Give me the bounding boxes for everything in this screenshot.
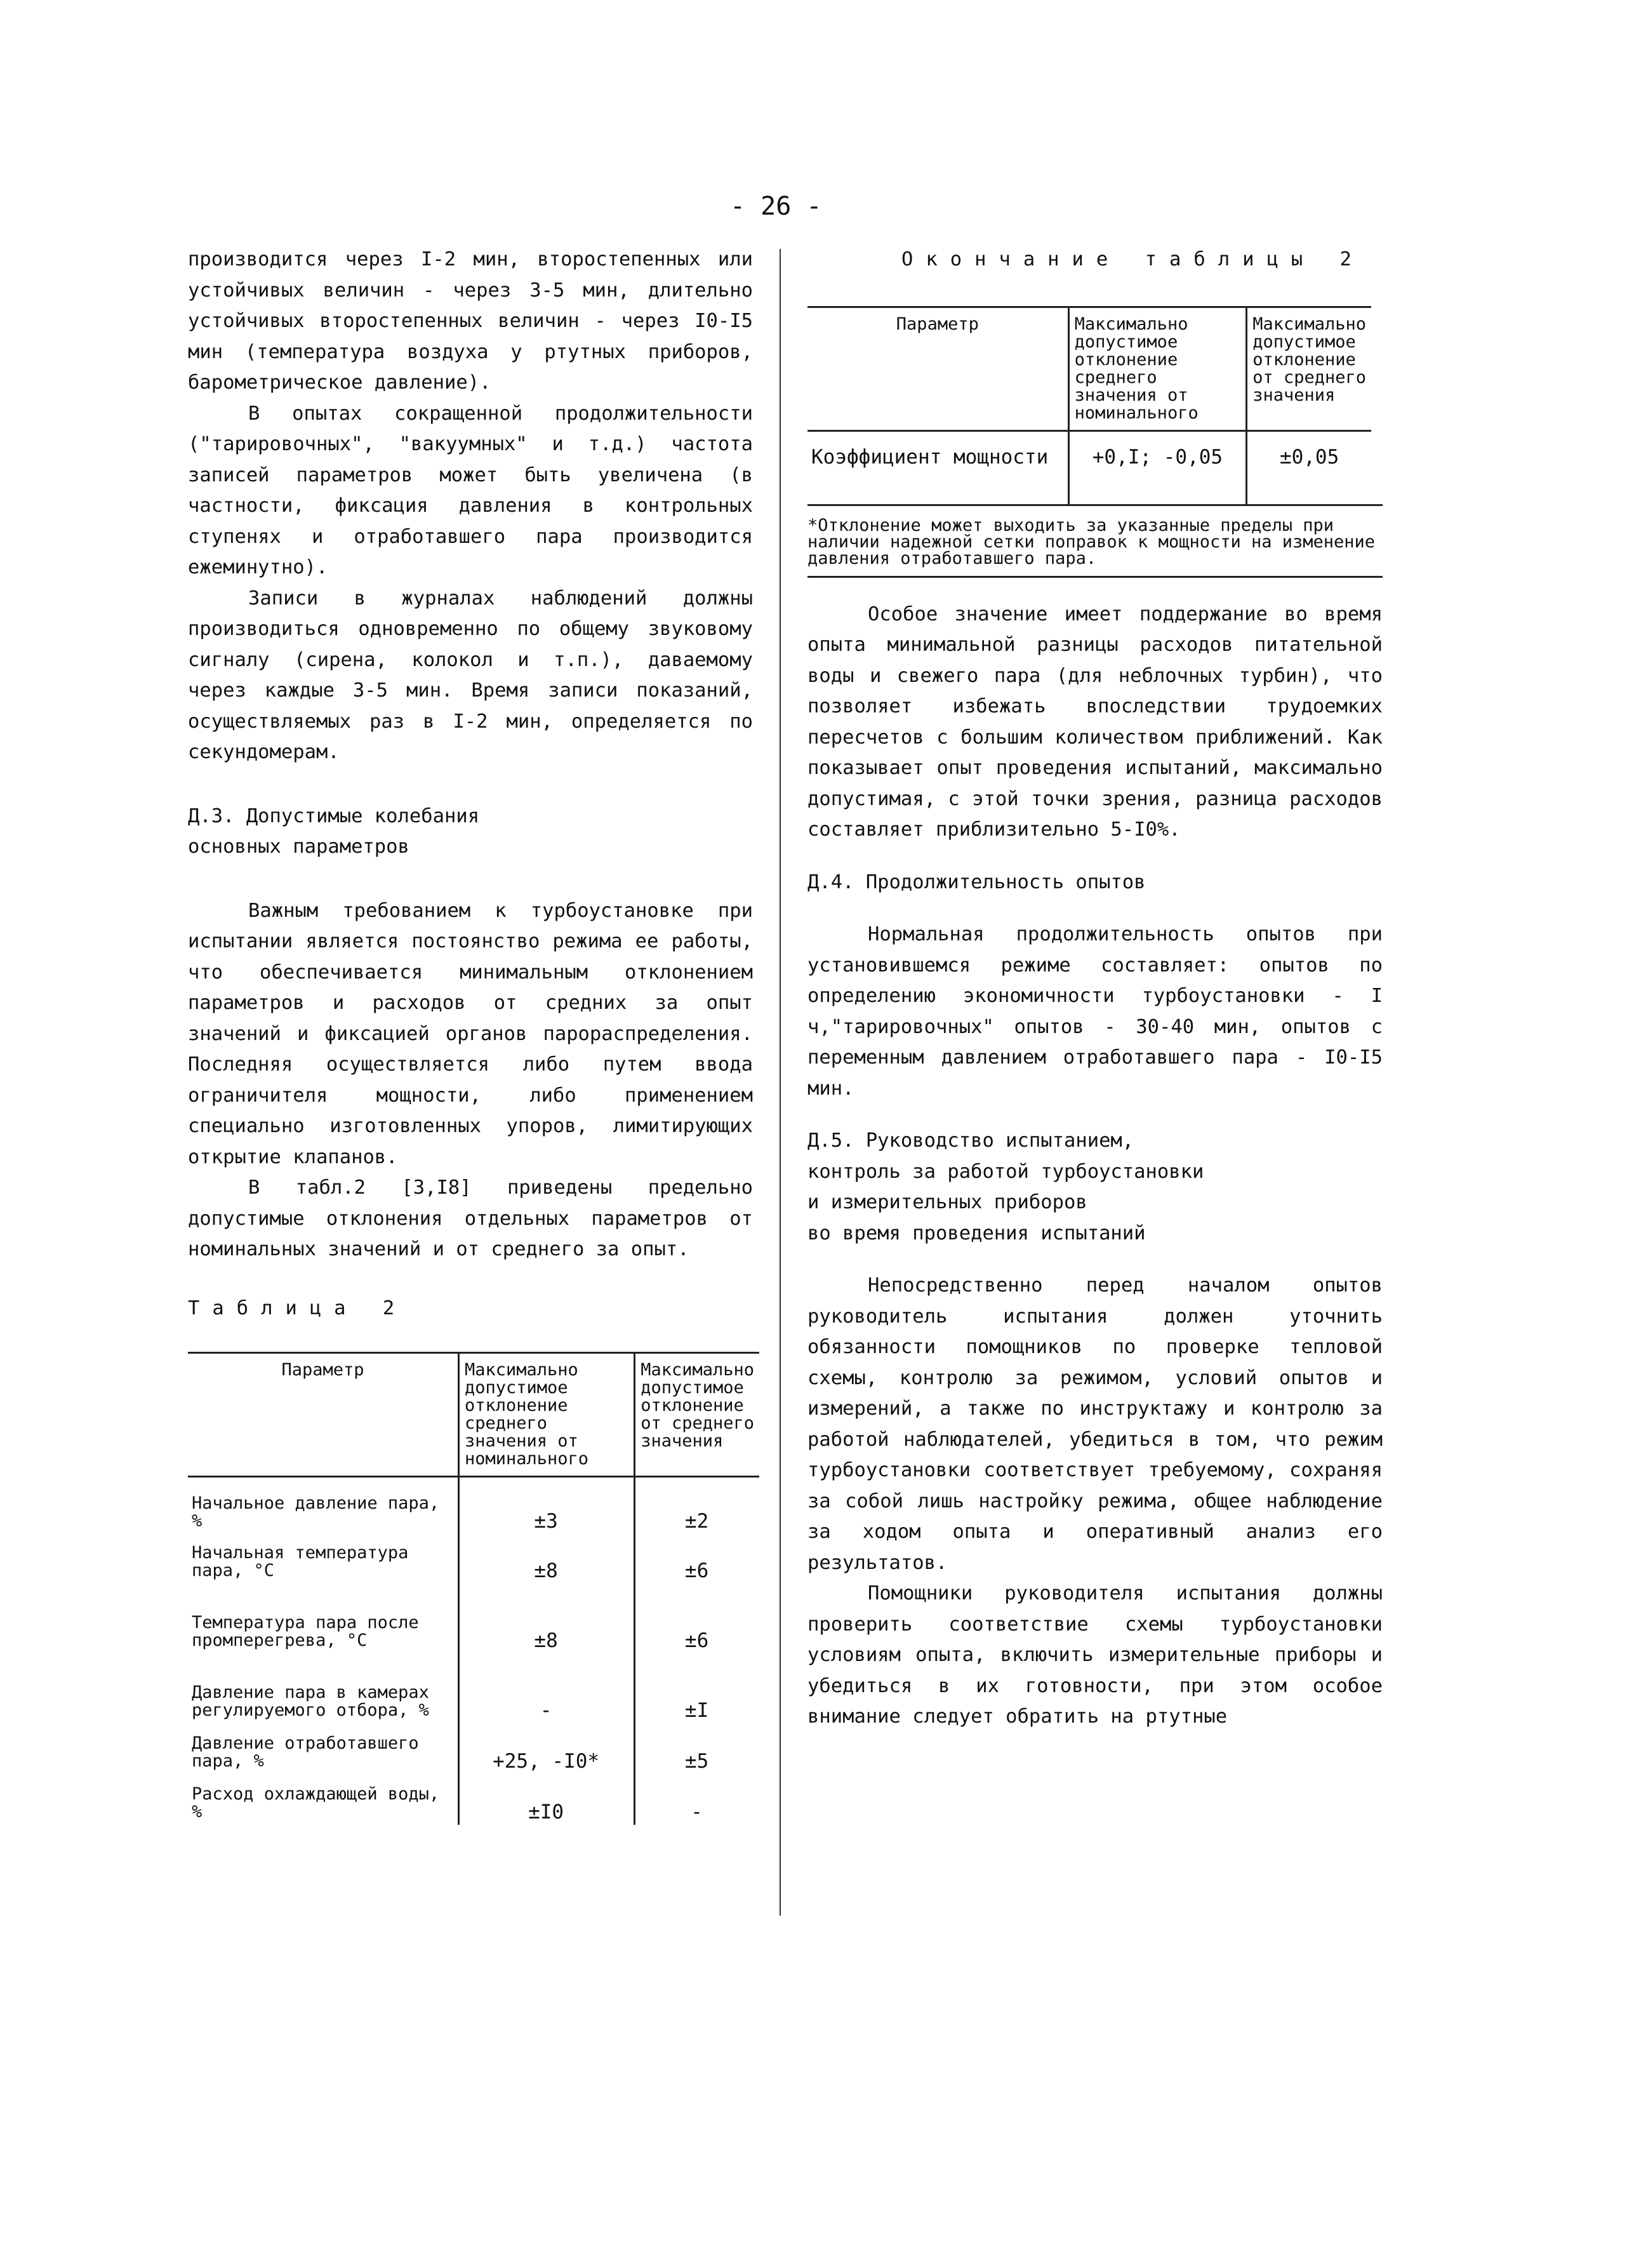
table-caption: Таблица 2 bbox=[188, 1297, 408, 1319]
table-row: Расход охлаждающей воды, % ±I0 - bbox=[188, 1774, 759, 1825]
table-row: Температура пара после промперегрева, °C ±8 ±6 bbox=[188, 1584, 759, 1653]
table-row: Давление отработавшего пара, % +25, -I0* ±5 bbox=[188, 1723, 759, 1774]
paragraph: Записи в журналах наблюдений должны производиться одновременно по общему звуковому сигналу (сирена, колокол и т.п.), даваемому через каждые 3-5 мин. Время записи показаний, осуществляемых раз в I-2 мин, определяется по секундомерам. bbox=[188, 587, 753, 763]
table-row: Коэффициент мощности +0,I; -0,05 ±0,05 bbox=[807, 430, 1371, 504]
table-header-param: Параметр bbox=[896, 314, 979, 334]
paragraph: Важным требованием к турбоустановке при испытании является постоянство режима ее работы, что обеспечивается минимальным отклонением параметров и расходов от средних за опыт значений и фиксацией органов парораспределения. Последняя осуществляется либо путем ввода ограничителя мощности, либо применением специально изготовленных упоров, лимитирующих открытие клапанов. bbox=[188, 899, 753, 1168]
table-row: Давление пара в камерах регулируемого отбора, % - ±I bbox=[188, 1653, 759, 1723]
paragraph: Непосредственно перед началом опытов руководитель испытания должен уточнить обязанности помощников по проверке тепловой схемы, контролю за режимом, условий опытов и измерений, а также по инструктажу и контролю за работой наблюдателей, убедиться в том, что режим турбоустановки соответствует требуемому, сохраняя за собой лишь настройку режима, общее наблюдение за ходом опыта и оперативный анализ его результатов. bbox=[807, 1274, 1383, 1574]
column-divider bbox=[780, 249, 781, 1916]
section-heading-d3: Д.3. Допустимые колебания основных параметров bbox=[188, 804, 480, 858]
parameters-table bbox=[188, 1352, 759, 1825]
paragraph: Нормальная продолжительность опытов при установившемся режиме составляет: опытов по определению экономичности турбоустановки - I ч,"тарировочных" опытов - 30-40 мин, опытов с переменным давлением отработавшего пара - I0-I5 мин. bbox=[807, 923, 1383, 1100]
table-header-param: Параметр bbox=[281, 1360, 364, 1380]
table-caption-continued: Окончание таблицы 2 bbox=[901, 248, 1364, 270]
page-number: - 26 - bbox=[730, 192, 822, 221]
paragraph: В опытах сокращенной продолжительности ("тарировочных", "вакуумных" и т.д.) частота записей параметров может быть увеличена (в частности, фиксация давления в контрольных ступенях и отработавшего пара производится ежеминутно). bbox=[188, 402, 753, 578]
right-column bbox=[807, 244, 1383, 1733]
paragraph: производится через I-2 мин, второстепенных или устойчивых величин - через 3-5 мин, длительно устойчивых второстепенных величин - через I0-I5 мин (температура воздуха у ртутных приборов, барометрическое давление). bbox=[188, 248, 753, 394]
paragraph: В табл.2 [3,I8] приведены предельно допустимые отклонения отдельных параметров от номинальных значений и от среднего за опыт. bbox=[188, 1177, 753, 1260]
section-heading-d5: Д.5. Руководство испытанием, контроль за работой турбоустановки и измерительных приборов во время проведения испытаний bbox=[807, 1130, 1204, 1244]
left-column bbox=[188, 244, 753, 1825]
table-header-average: Максимально допустимое отклонение от среднего значения bbox=[635, 1353, 759, 1477]
table-header-nominal: Максимально допустимое отклонение среднего значения от номинального bbox=[458, 1353, 634, 1477]
paragraph: Особое значение имеет поддержание во время опыта минимальной разницы расходов питательной воды и свежего пара (для неблочных турбин), что позволяет избежать впоследствии трудоемких пересчетов с большим количеством приближений. Как показывает опыт проведения испытаний, максимально допустимая, с этой точки зрения, разница расходов составляет приблизительно 5-I0%. bbox=[807, 603, 1383, 841]
table-row: Начальное давление пара, % ±3 ±2 bbox=[188, 1477, 759, 1534]
table-row: Начальная температура пара, °C ±8 ±6 bbox=[188, 1534, 759, 1584]
paragraph: Помощники руководителя испытания должны проверить соответствие схемы турбоустановки условиям опыта, включить измерительные приборы и убедиться в их готовности, при этом особое внимание следует обратить на ртутные bbox=[807, 1582, 1383, 1728]
section-heading-d4: Д.4. Продолжительность опытов bbox=[807, 871, 1146, 893]
parameters-table-continued bbox=[807, 306, 1371, 504]
table-header-average: Максимально допустимое отклонение от среднего значения bbox=[1247, 307, 1371, 430]
table-header-nominal: Максимально допустимое отклонение среднего значения от номинального bbox=[1068, 307, 1247, 430]
table-footnote: *Отклонение может выходить за указанные пределы при наличии надежной сетки поправок к мощности на изменение давления отработавшего пара. bbox=[807, 504, 1383, 578]
